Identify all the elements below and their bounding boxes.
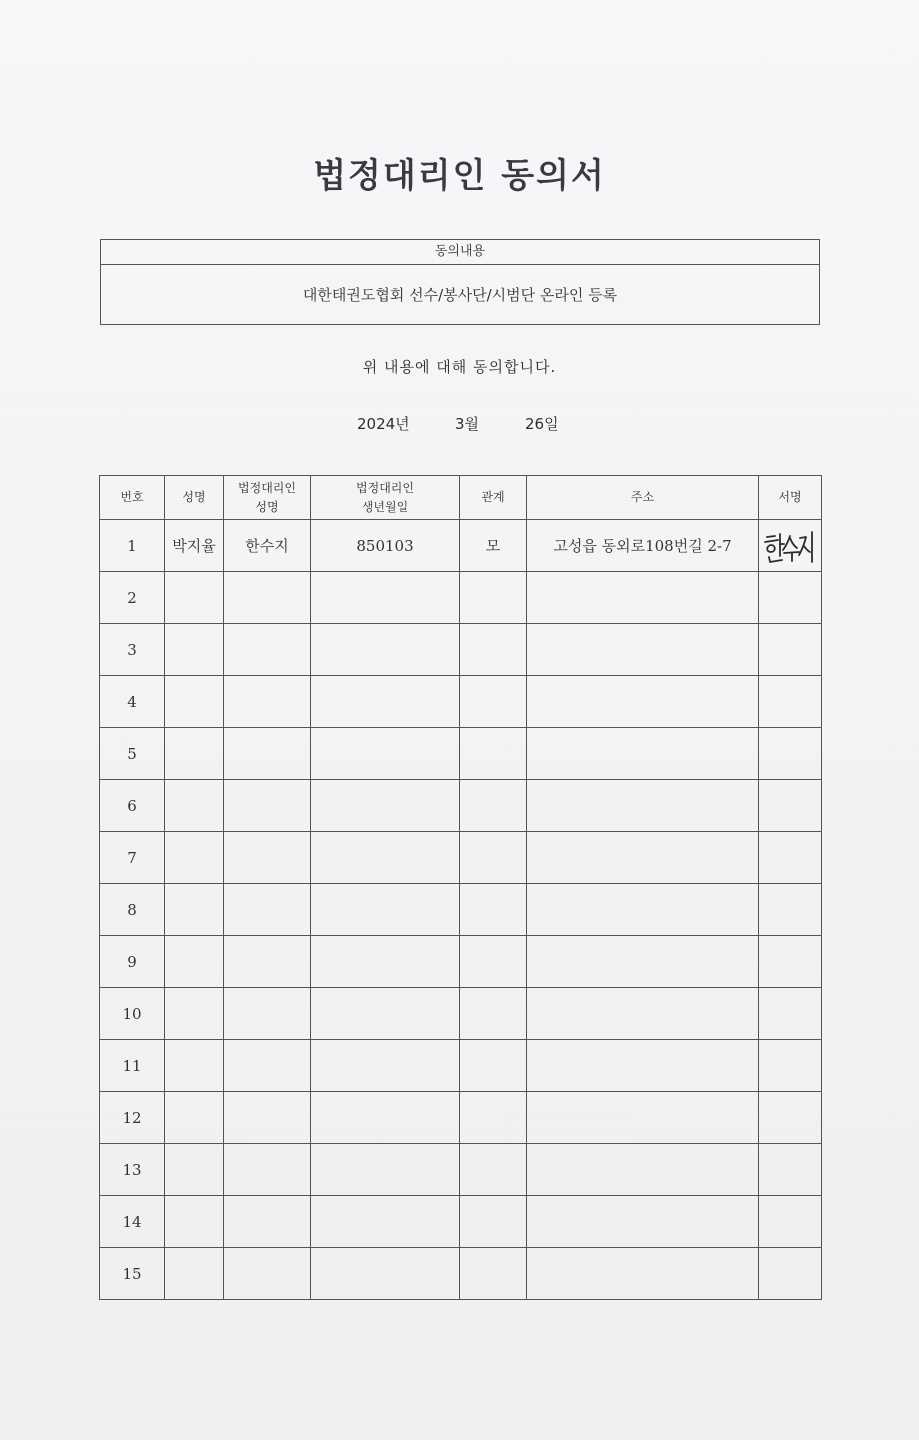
cell-number: 2	[100, 572, 165, 624]
cell-guardian-birth	[311, 936, 460, 988]
cell-relation	[460, 936, 527, 988]
cell-guardian-name	[224, 1040, 311, 1092]
cell-signature	[759, 1144, 822, 1196]
cell-relation: 모	[460, 520, 527, 572]
agreement-statement: 위 내용에 대해 동의합니다.	[362, 358, 557, 376]
cell-signature	[759, 1248, 822, 1300]
date-day: 26일	[525, 415, 559, 433]
registration-table	[99, 475, 822, 1300]
table-row	[100, 988, 822, 1040]
table-row	[100, 936, 822, 988]
table-row	[100, 832, 822, 884]
cell-guardian-name	[224, 572, 311, 624]
cell-relation	[460, 1144, 527, 1196]
cell-number: 13	[100, 1144, 165, 1196]
cell-guardian-name	[224, 676, 311, 728]
cell-guardian-birth	[311, 1196, 460, 1248]
cell-signature	[759, 624, 822, 676]
cell-number: 4	[100, 676, 165, 728]
cell-relation	[460, 780, 527, 832]
header-guardian-name	[224, 476, 311, 520]
cell-guardian-birth	[311, 1040, 460, 1092]
cell-name	[165, 1040, 224, 1092]
cell-signature	[759, 572, 822, 624]
cell-signature	[759, 936, 822, 988]
cell-guardian-birth	[311, 884, 460, 936]
header-guardian-name-line2: 성명	[255, 499, 279, 514]
cell-guardian-name	[224, 780, 311, 832]
handwritten-signature	[761, 524, 819, 568]
cell-signature	[759, 884, 822, 936]
cell-relation	[460, 1092, 527, 1144]
cell-number: 10	[100, 988, 165, 1040]
cell-name	[165, 780, 224, 832]
cell-number: 12	[100, 1092, 165, 1144]
cell-name: 박지율	[165, 520, 224, 572]
cell-number: 7	[100, 832, 165, 884]
cell-number: 15	[100, 1248, 165, 1300]
cell-signature	[759, 728, 822, 780]
cell-signature	[759, 988, 822, 1040]
cell-guardian-name	[224, 1196, 311, 1248]
cell-number: 11	[100, 1040, 165, 1092]
cell-address	[527, 832, 759, 884]
cell-guardian-name	[224, 1092, 311, 1144]
cell-guardian-name: 한수지	[224, 520, 311, 572]
cell-guardian-birth	[311, 1092, 460, 1144]
table-row	[100, 1196, 822, 1248]
cell-address	[527, 676, 759, 728]
table-row	[100, 520, 822, 572]
cell-address	[527, 988, 759, 1040]
cell-relation	[460, 884, 527, 936]
cell-relation	[460, 988, 527, 1040]
date-year: 2024년	[357, 415, 410, 433]
cell-relation	[460, 572, 527, 624]
cell-guardian-birth: 850103	[311, 520, 460, 572]
cell-name	[165, 988, 224, 1040]
cell-guardian-birth	[311, 988, 460, 1040]
header-guardian-birth	[311, 476, 460, 520]
cell-guardian-birth	[311, 572, 460, 624]
cell-name	[165, 572, 224, 624]
cell-guardian-birth	[311, 676, 460, 728]
cell-signature	[759, 780, 822, 832]
cell-relation	[460, 728, 527, 780]
cell-signature	[759, 1040, 822, 1092]
cell-name	[165, 936, 224, 988]
header-guardian-birth-line2: 생년월일	[361, 499, 409, 514]
cell-guardian-birth	[311, 780, 460, 832]
table-row	[100, 624, 822, 676]
table-row	[100, 728, 822, 780]
table-row	[100, 676, 822, 728]
date-month: 3월	[455, 415, 480, 433]
cell-address	[527, 884, 759, 936]
cell-address	[527, 780, 759, 832]
cell-number: 8	[100, 884, 165, 936]
cell-number: 14	[100, 1196, 165, 1248]
cell-relation	[460, 832, 527, 884]
table-row	[100, 1092, 822, 1144]
cell-address: 고성읍 동외로108번길 2-7	[527, 520, 759, 572]
cell-name	[165, 832, 224, 884]
cell-guardian-name	[224, 1248, 311, 1300]
header-signature: 서명	[759, 476, 822, 520]
consent-content: 대한태권도협회 선수/봉사단/시범단 온라인 등록	[302, 286, 618, 304]
cell-address	[527, 1092, 759, 1144]
cell-guardian-name	[224, 884, 311, 936]
header-name: 성명	[165, 476, 224, 520]
cell-guardian-name	[224, 832, 311, 884]
cell-address	[527, 1196, 759, 1248]
cell-relation	[460, 1196, 527, 1248]
cell-name	[165, 1144, 224, 1196]
cell-guardian-birth	[311, 624, 460, 676]
cell-address	[527, 624, 759, 676]
cell-name	[165, 728, 224, 780]
cell-number: 5	[100, 728, 165, 780]
header-guardian-birth-line1: 법정대리인	[356, 480, 414, 495]
cell-address	[527, 572, 759, 624]
cell-signature	[759, 1196, 822, 1248]
cell-address	[527, 1144, 759, 1196]
table-row	[100, 1144, 822, 1196]
cell-number: 1	[100, 520, 165, 572]
cell-signature	[759, 676, 822, 728]
cell-guardian-birth	[311, 728, 460, 780]
consent-box	[100, 239, 820, 325]
cell-signature	[759, 520, 822, 572]
table-header-row	[100, 476, 822, 520]
cell-guardian-name	[224, 624, 311, 676]
cell-relation	[460, 1248, 527, 1300]
table-row	[100, 780, 822, 832]
cell-number: 6	[100, 780, 165, 832]
cell-signature	[759, 832, 822, 884]
cell-relation	[460, 676, 527, 728]
cell-number: 9	[100, 936, 165, 988]
header-relation: 관계	[460, 476, 527, 520]
cell-number: 3	[100, 624, 165, 676]
cell-address	[527, 1248, 759, 1300]
header-address: 주소	[527, 476, 759, 520]
cell-guardian-birth	[311, 1144, 460, 1196]
cell-guardian-name	[224, 936, 311, 988]
cell-name	[165, 1196, 224, 1248]
cell-guardian-birth	[311, 832, 460, 884]
page-title: 법정대리인 동의서	[313, 156, 606, 196]
cell-address	[527, 728, 759, 780]
cell-name	[165, 624, 224, 676]
table-row	[100, 1040, 822, 1092]
table-row	[100, 572, 822, 624]
header-guardian-name-line1: 법정대리인	[238, 480, 296, 495]
table-row	[100, 884, 822, 936]
cell-guardian-name	[224, 1144, 311, 1196]
cell-relation	[460, 624, 527, 676]
cell-signature	[759, 1092, 822, 1144]
consent-header: 동의내용	[101, 240, 819, 265]
header-number: 번호	[100, 476, 165, 520]
cell-guardian-name	[224, 988, 311, 1040]
cell-guardian-birth	[311, 1248, 460, 1300]
cell-name	[165, 676, 224, 728]
cell-address	[527, 1040, 759, 1092]
cell-guardian-name	[224, 728, 311, 780]
cell-name	[165, 1092, 224, 1144]
cell-name	[165, 1248, 224, 1300]
table-row	[100, 1248, 822, 1300]
cell-name	[165, 884, 224, 936]
cell-relation	[460, 1040, 527, 1092]
cell-address	[527, 936, 759, 988]
